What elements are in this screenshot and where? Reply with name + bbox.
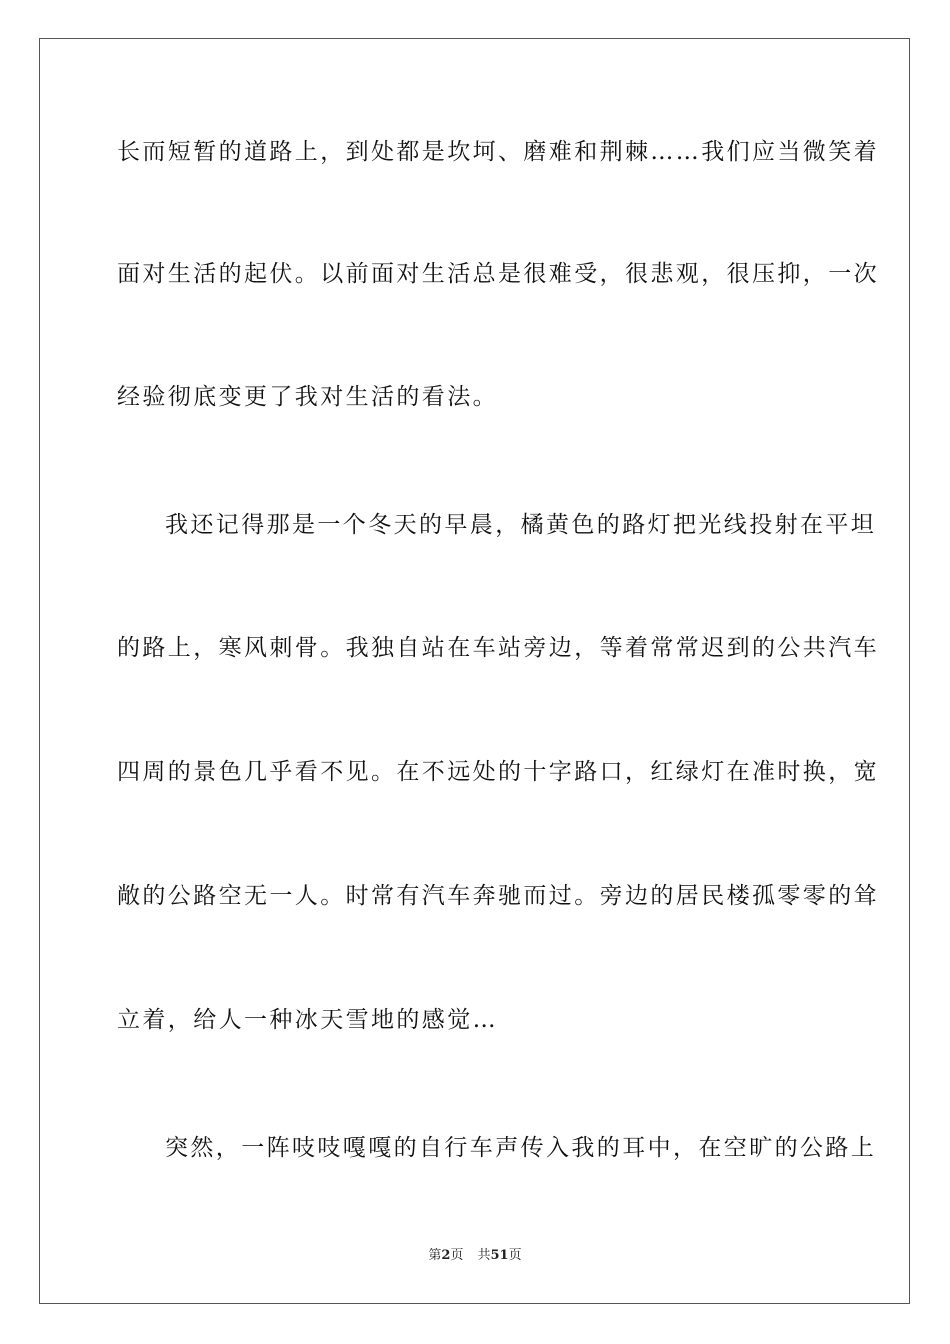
- text-line: 立着，给人一种冰天雪地的感觉…: [117, 1007, 498, 1033]
- page-footer: [0, 1247, 950, 1265]
- text-line: 面对生活的起伏。以前面对生活总是很难受，很悲观，很压抑，一次: [117, 261, 879, 287]
- text-line: 敞的公路空无一人。时常有汽车奔驰而过。旁边的居民楼孤零零的耸: [117, 883, 879, 909]
- page-number: 2: [441, 1248, 451, 1263]
- total-prefix: 共: [477, 1248, 491, 1263]
- total-suffix: 页: [508, 1248, 522, 1263]
- total-pages: 51: [490, 1248, 509, 1263]
- text-line: 长而短暂的道路上，到处都是坎坷、磨难和荆棘……我们应当微笑着: [117, 139, 879, 165]
- page-border: [39, 38, 910, 1304]
- text-line: 的路上，寒风刺骨。我独自站在车站旁边，等着常常迟到的公共汽车: [117, 635, 879, 661]
- page-prefix: 第: [428, 1248, 442, 1263]
- paragraph-start-line: 突然，一阵吱吱嘎嘎的自行车声传入我的耳中，在空旷的公路上: [165, 1135, 877, 1161]
- paragraph-start-line: 我还记得那是一个冬天的早晨，橘黄色的路灯把光线投射在平坦: [165, 512, 877, 538]
- text-line: 四周的景色几乎看不见。在不远处的十字路口，红绿灯在准时换，宽: [117, 759, 879, 785]
- text-line: 经验彻底变更了我对生活的看法。: [117, 384, 498, 410]
- page-suffix: 页: [450, 1248, 464, 1263]
